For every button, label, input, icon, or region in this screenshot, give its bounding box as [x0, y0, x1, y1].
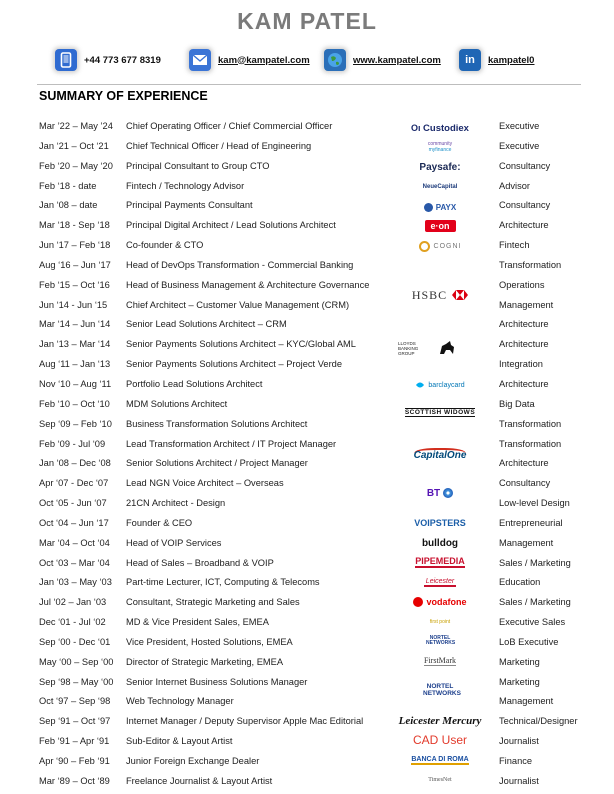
experience-row [0, 435, 614, 455]
experience-role: Senior Payments Solutions Architect – Project Verde [126, 359, 343, 370]
page-title: KAM PATEL [237, 8, 377, 34]
vodafone-logo: vodafone [390, 594, 490, 610]
experience-category: Finance [499, 756, 533, 766]
experience-dates: Aug ‘11 – Jan ‘13 [39, 359, 111, 370]
experience-role: Web Technology Manager [126, 696, 234, 707]
experience-category: Big Data [499, 398, 535, 409]
custodiex-logo: Oı Custodiex [411, 122, 469, 134]
eon-logo: e·on [390, 218, 490, 234]
experience-row [0, 613, 614, 633]
experience-dates: Oct ‘97 – Sep ‘98 [39, 696, 111, 707]
experience-category: Architecture [499, 319, 549, 330]
paysafe-logo: Paysafe: [419, 161, 461, 173]
experience-role: Junior Foreign Exchange Dealer [126, 756, 260, 766]
experience-category: Entrepreneurial [499, 517, 563, 528]
experience-category: Transformation [499, 438, 562, 449]
experience-row [0, 514, 614, 534]
leicester-university-logo: Leicester [425, 577, 455, 585]
experience-list [0, 117, 614, 792]
experience-dates: Feb ‘20 – May ‘20 [39, 160, 113, 171]
experience-dates: Apr ‘07 - Dec ‘07 [39, 478, 109, 489]
experience-row [0, 673, 614, 693]
experience-role: Head of Sales – Broadband & VOIP [126, 557, 274, 568]
linkedin-link[interactable]: kampatel0 [488, 54, 535, 66]
experience-row [0, 474, 614, 494]
lloyds-logo: LLOYDS BANKING GROUP [390, 338, 490, 358]
experience-category: Management [499, 537, 554, 548]
experience-role: Founder & CEO [126, 517, 193, 528]
experience-category: Advisor [499, 180, 531, 191]
experience-category: Sales / Marketing [499, 557, 571, 568]
experience-row [0, 554, 614, 574]
experience-row [0, 315, 614, 335]
barclaycard-logo: barclaycard [390, 377, 490, 393]
experience-role: Vice President, Hosted Solutions, EMEA [126, 636, 293, 647]
experience-dates: Feb ‘91 – Apr ‘91 [39, 736, 110, 747]
experience-category: Transformation [499, 259, 562, 270]
experience-role: 21CN Architect - Design [126, 498, 226, 509]
experience-dates: May ‘00 – Sep ‘00 [39, 656, 114, 667]
experience-role: Sub-Editor & Layout Artist [126, 736, 233, 747]
experience-row [0, 355, 614, 375]
experience-category: Executive [499, 140, 540, 151]
experience-role: Lead NGN Voice Architect – Overseas [126, 478, 284, 489]
experience-dates: Feb ‘10 – Oct ‘10 [39, 398, 110, 409]
experience-row [0, 256, 614, 276]
experience-row [0, 216, 614, 236]
experience-row [0, 395, 614, 415]
experience-category: Consultancy [499, 200, 551, 211]
experience-row [0, 276, 614, 296]
experience-dates: Jun ‘17 – Feb ‘18 [39, 240, 111, 251]
contact-email[interactable] [189, 48, 310, 72]
linkedin-icon: in [459, 49, 481, 71]
phone-number: +44 773 677 8319 [84, 54, 161, 66]
experience-dates: Jul ‘02 – Jan ‘03 [39, 597, 107, 608]
experience-category: Marketing [499, 676, 540, 687]
experience-category: Architecture [499, 339, 549, 350]
experience-category: Journalist [499, 775, 539, 786]
experience-row [0, 653, 614, 673]
experience-role: Director of Strategic Marketing, EMEA [126, 656, 284, 667]
experience-dates: Jun ‘14 - Jun ‘15 [39, 299, 108, 310]
experience-role: Fintech / Technology Advisor [126, 180, 245, 191]
experience-role: Principal Digital Architect / Lead Solutions Architect [126, 220, 336, 231]
cogni-logo: COGNI [390, 238, 490, 254]
experience-role: Co-founder & CTO [126, 240, 204, 251]
header-divider [37, 84, 581, 85]
times-logo: TimesNet [428, 777, 452, 783]
contact-bar [55, 48, 575, 72]
experience-dates: Oct ‘03 – Mar ‘04 [39, 557, 110, 568]
experience-category: LoB Executive [499, 636, 559, 647]
experience-dates: Feb ‘15 – Oct ‘16 [39, 279, 110, 290]
experience-role: Chief Operating Officer / Chief Commercial Officer [126, 121, 333, 131]
experience-dates: Mar ‘89 – Oct ‘89 [39, 775, 110, 786]
leicester-mercury-logo: Leicester Mercury [398, 715, 482, 727]
experience-category: Marketing [499, 656, 540, 667]
experience-role: Principal Payments Consultant [126, 200, 253, 211]
firstmark-logo: FirstMark [424, 656, 456, 665]
nortel-networks-logo: NORTEL NETWORKS [423, 683, 461, 697]
experience-dates: Jan ‘08 – date [39, 200, 98, 211]
experience-role: Lead Transformation Architect / IT Project Manager [126, 438, 337, 449]
experience-role: Chief Technical Officer / Head of Engineering [126, 140, 312, 151]
experience-dates: Oct ‘05 - Jun ‘07 [39, 498, 107, 509]
experience-dates: Jan ‘03 – May ‘03 [39, 577, 112, 588]
community-logo: community myfinance [427, 141, 453, 153]
experience-row [0, 296, 614, 316]
neuecapital-logo: NeueCapital [422, 184, 458, 190]
experience-row [0, 137, 614, 157]
experience-role: Business Transformation Solutions Architect [126, 418, 308, 429]
voipsters-logo: VOIPSTERS [414, 518, 466, 528]
experience-category: Operations [499, 279, 545, 290]
experience-category: Executive Sales [499, 617, 566, 628]
experience-dates: Dec ‘01 - Jul ‘02 [39, 617, 106, 628]
experience-role: Senior Internet Business Solutions Manager [126, 676, 308, 687]
experience-row [0, 494, 614, 514]
contact-website[interactable] [324, 48, 441, 72]
contact-linkedin[interactable] [459, 48, 534, 72]
experience-row [0, 732, 614, 752]
experience-role: Principal Consultant to Group CTO [126, 160, 270, 171]
experience-dates: Mar ‘04 – Oct ‘04 [39, 537, 110, 548]
payx-logo: PAYX [390, 199, 490, 215]
experience-row [0, 593, 614, 613]
experience-category: Journalist [499, 736, 539, 747]
experience-role: Senior Payments Solutions Architect – KYC/Global AML [126, 339, 356, 350]
cad-user-logo: CAD User [412, 733, 467, 747]
experience-dates: Feb ‘18 - date [39, 180, 97, 191]
experience-dates: Mar ‘14 – Jun ‘14 [39, 319, 111, 330]
experience-category: Technical/Designer [499, 716, 578, 727]
experience-row [0, 692, 614, 712]
experience-category: Integration [499, 359, 543, 370]
bt-logo: BT [390, 485, 490, 501]
experience-role: Consultant, Strategic Marketing and Sales [126, 597, 300, 608]
experience-row [0, 752, 614, 772]
firstpoint-logo: first point [429, 619, 451, 625]
bulldog-logo: bulldog [421, 537, 459, 549]
experience-dates: Feb ‘09 - Jul ‘09 [39, 438, 106, 449]
experience-category: Executive [499, 121, 540, 131]
experience-role: Portfolio Lead Solutions Architect [126, 378, 263, 389]
experience-role: Chief Architect – Customer Value Management (CRM) [126, 299, 350, 310]
experience-row [0, 534, 614, 554]
phone-icon [55, 49, 77, 71]
experience-dates: Mar ’22 – May ’24 [39, 121, 113, 131]
experience-dates: Aug ‘16 – Jun ‘17 [39, 259, 111, 270]
experience-dates: Mar ‘18 - Sep ‘18 [39, 220, 110, 231]
experience-role: Freelance Journalist & Layout Artist [126, 775, 273, 786]
experience-role: Head of VOIP Services [126, 537, 222, 548]
experience-row [0, 236, 614, 256]
globe-icon [324, 49, 346, 71]
email-link[interactable]: kam@kampatel.com [218, 54, 310, 66]
experience-dates: Jan ‘21 – Oct ‘21 [39, 140, 109, 151]
experience-row [0, 633, 614, 653]
experience-row [0, 573, 614, 593]
experience-dates: Sep ‘09 – Feb ‘10 [39, 418, 112, 429]
experience-category: Sales / Marketing [499, 597, 571, 608]
experience-row [0, 375, 614, 395]
experience-dates: Apr ‘90 – Feb ‘91 [39, 756, 110, 766]
experience-dates: Sep ‘91 – Oct ‘97 [39, 716, 111, 727]
experience-category: Architecture [499, 220, 549, 231]
pipemedia-logo: PIPEMEDIA [415, 556, 465, 566]
experience-role: Head of Business Management & Architecture Governance [126, 279, 370, 290]
banca-di-roma-logo: BANCA DI ROMA [411, 755, 469, 763]
experience-dates: Jan ‘13 – Mar ‘14 [39, 339, 111, 350]
experience-category: Architecture [499, 458, 549, 469]
experience-role: MD & Vice President Sales, EMEA [126, 617, 269, 628]
scottish-widows-logo: SCOTTISH WIDOWS [404, 408, 476, 416]
experience-row [0, 712, 614, 732]
experience-row [0, 454, 614, 474]
experience-category: Consultancy [499, 160, 551, 171]
experience-role: Internet Manager / Deputy Supervisor Apple Mac Editorial [126, 716, 364, 727]
experience-category: Transformation [499, 418, 562, 429]
experience-role: MDM Solutions Architect [126, 398, 228, 409]
capital-one-logo: CapitalOne [413, 449, 467, 461]
hsbc-logo: HSBC [390, 285, 490, 305]
experience-category: Low-level Design [499, 498, 570, 509]
experience-role: Head of DevOps Transformation - Commercial Banking [126, 259, 354, 270]
experience-category: Fintech [499, 240, 530, 251]
website-link[interactable]: www.kampatel.com [353, 54, 441, 66]
experience-row [0, 772, 614, 792]
section-title: SUMMARY OF EXPERIENCE [39, 89, 208, 103]
mail-icon [189, 49, 211, 71]
experience-dates: Nov ‘10 – Aug ‘11 [39, 378, 112, 389]
experience-row [0, 117, 614, 137]
experience-category: Management [499, 299, 554, 310]
experience-row [0, 196, 614, 216]
experience-role: Part-time Lecturer, ICT, Computing & Telecoms [126, 577, 320, 588]
nortel-logo: NORTEL NETWORKS [426, 635, 456, 646]
experience-role: Senior Lead Solutions Architect – CRM [126, 319, 287, 330]
experience-category: Education [499, 577, 541, 588]
experience-row [0, 335, 614, 355]
experience-dates: Jan ‘08 – Dec ‘08 [39, 458, 111, 469]
experience-category: Management [499, 696, 554, 707]
experience-dates: Sep ‘98 – May ‘00 [39, 676, 114, 687]
experience-dates: Sep ‘00 - Dec ‘01 [39, 636, 111, 647]
experience-row [0, 177, 614, 197]
experience-row [0, 157, 614, 177]
experience-role: Senior Solutions Architect / Project Manager [126, 458, 308, 469]
experience-category: Consultancy [499, 478, 551, 489]
experience-dates: Oct ‘04 – Jun ‘17 [39, 517, 109, 528]
experience-category: Architecture [499, 378, 549, 389]
experience-row [0, 415, 614, 435]
contact-phone [55, 48, 161, 72]
